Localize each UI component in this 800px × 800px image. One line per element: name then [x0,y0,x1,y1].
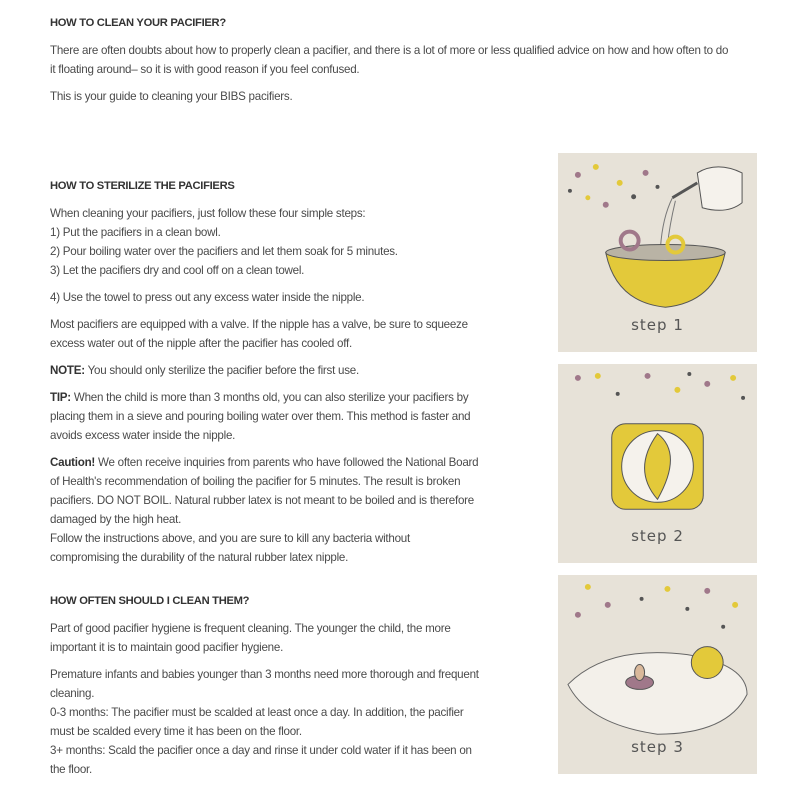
step-3-caption: step 3 [631,738,684,756]
guide-paragraph [50,87,770,106]
text-line: placing them in a sieve and pouring boiling water over them. This method is faster and [50,410,471,423]
text-line: avoids excess water inside the nipple. [50,429,236,442]
text-line: it floating around– so it is with good reason if you feel confused. [50,63,360,76]
text-line: TIP: When the child is more than 3 months old, you can also sterilize your pacifiers by [50,391,469,404]
text-line: damaged by the high heat. [50,513,182,526]
text-line: excess water out of the nipple after the pacifier has cooled off. [50,337,352,350]
step-2-caption: step 2 [631,527,684,545]
text-line: There are often doubts about how to properly clean a pacifier, and there is a lot of more or less qualified advice on how and how often to do [50,44,729,57]
step-1-caption: step 1 [631,316,684,334]
text-line: 0-3 months: The pacifier must be scalded at least once a day. In addition, the pacifier [50,706,464,719]
text-line: compromising the durability of the natural rubber latex nipple. [50,551,349,564]
text-line: Most pacifiers are equipped with a valve. If the nipple has a valve, be sure to squeeze [50,318,468,331]
text-line: 3+ months: Scald the pacifier once a day and rinse it under cold water if it has been on [50,744,472,757]
text-line: 3) Let the pacifiers dry and cool off on a clean towel. [50,264,305,277]
text-line: Follow the instructions above, and you are sure to kill any bacteria without [50,532,410,545]
text-line: Part of good pacifier hygiene is frequent cleaning. The younger the child, the more [50,622,451,635]
note-label: NOTE: [50,364,85,377]
intro-paragraph [50,41,770,79]
text-line: Caution! We often receive inquiries from parents who have followed the National Board [50,456,479,469]
heading-sterilize: HOW TO STERILIZE THE PACIFIERS [50,180,235,192]
heading-how-often: HOW OFTEN SHOULD I CLEAN THEM? [50,595,250,607]
step-2-illustration [558,364,757,563]
text-line: 2) Pour boiling water over the pacifiers and let them soak for 5 minutes. [50,245,398,258]
label: Caution! [50,456,96,469]
text-line: This is your guide to cleaning your BIBS pacifiers. [50,90,293,103]
step-1-illustration [558,153,757,352]
note-paragraph: NOTE: You should only sterilize the pacifier before the first use. [50,364,359,377]
text-line: the floor. [50,763,92,776]
step-3-illustration [558,575,757,774]
label: TIP: [50,391,71,404]
text-line: 1) Put the pacifiers in a clean bowl. [50,226,221,239]
text-line: cleaning. [50,687,95,700]
text-line: Premature infants and babies younger than 3 months need more thorough and frequent [50,668,479,681]
text-line: pacifiers. DO NOT BOIL. Natural rubber latex is not meant to be boiled and is therefore [50,494,474,507]
text-line: When cleaning your pacifiers, just follow these four simple steps: [50,207,366,220]
text-line: of Health's recommendation of boiling the pacifier for 5 minutes. The result is broken [50,475,461,488]
text-line: important it is to maintain good pacifier hygiene. [50,641,284,654]
text-line: must be scalded every time it has been on the floor. [50,725,302,738]
text-line: 4) Use the towel to press out any excess water inside the nipple. [50,291,365,304]
heading-how-to-clean: HOW TO CLEAN YOUR PACIFIER? [50,17,226,29]
